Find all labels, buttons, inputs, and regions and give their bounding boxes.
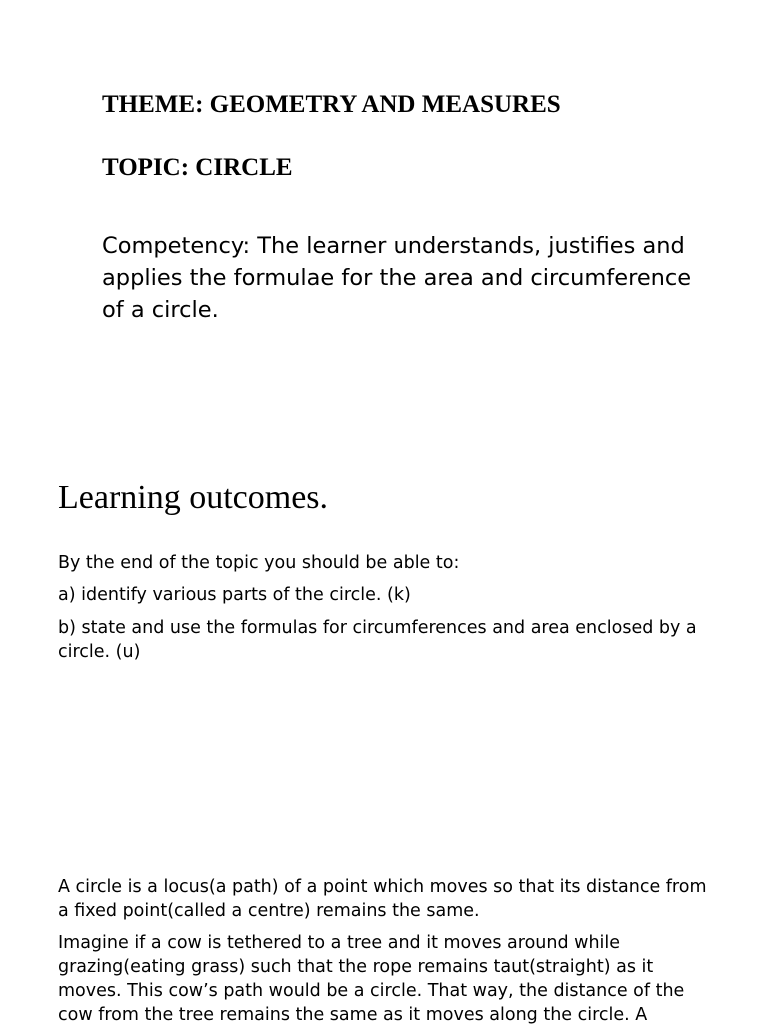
circle-definition: A circle is a locus(a path) of a point which moves so that its distance from a fixed point(called a centre) remains the same. [58, 877, 707, 921]
theme-heading: THEME: GEOMETRY AND MEASURES [102, 91, 561, 118]
topic-heading: TOPIC: CIRCLE [102, 154, 293, 181]
outcome-item-b: b) state and use the formulas for circumferences and area enclosed by a circle. (u) [58, 618, 697, 662]
cow-example-paragraph: Imagine if a cow is tethered to a tree and it moves around while grazing(eating grass) such that the rope remains taut(straight) as it moves. This cow’s path would be a circle. That way, the distance of the cow from the tree remains the same as it moves along the circle. A [58, 933, 685, 1024]
outcomes-intro: By the end of the topic you should be able to: [58, 553, 460, 573]
learning-outcomes-title: Learning outcomes. [58, 479, 329, 516]
competency-statement: Competency: The learner understands, justifies and applies the formulae for the area and circumference of a circle. [102, 233, 692, 323]
outcome-item-a: a) identify various parts of the circle. (k) [58, 585, 411, 605]
